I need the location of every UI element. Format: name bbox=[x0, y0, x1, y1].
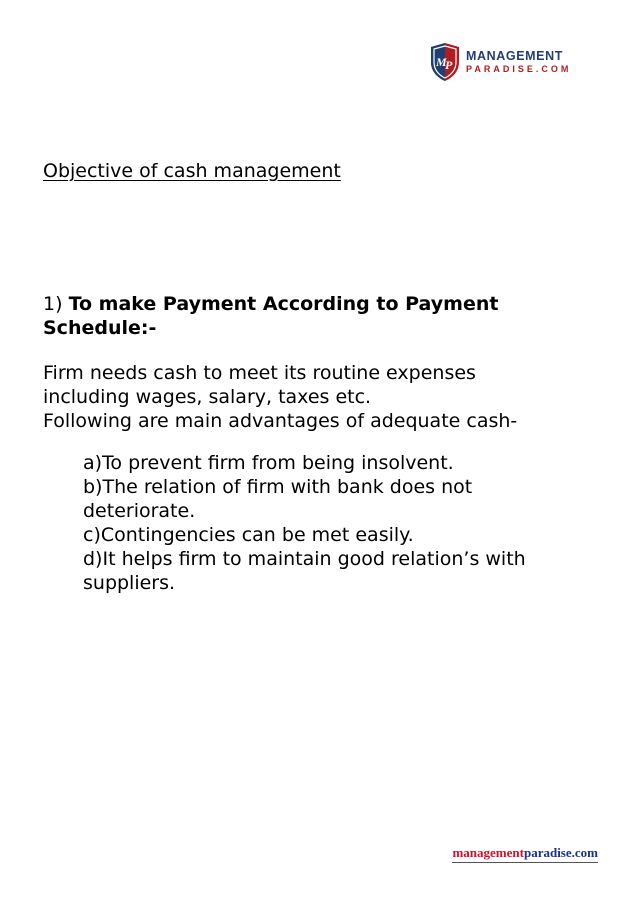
list-item: d)It helps firm to maintain good relation’s with bbox=[83, 548, 526, 570]
footer-site-link[interactable] bbox=[452, 845, 598, 863]
section-number: 1) bbox=[43, 293, 63, 315]
logo-line-2: PARADISE.COM bbox=[466, 63, 572, 74]
section-heading-text: To make Payment According to Payment Schedule:- bbox=[43, 293, 499, 339]
section-body bbox=[43, 361, 603, 433]
shield-logo-icon bbox=[429, 42, 461, 82]
page-title: Objective of cash management bbox=[43, 160, 341, 182]
svg-text:M: M bbox=[436, 55, 447, 69]
footer-link-part2: paradise.com bbox=[523, 845, 598, 860]
body-line: including wages, salary, taxes etc. bbox=[43, 386, 372, 408]
site-logo bbox=[429, 42, 571, 82]
section-heading bbox=[43, 292, 603, 340]
logo-line-1: MANAGEMENT bbox=[466, 49, 563, 64]
list-item: c)Contingencies can be met easily. bbox=[83, 524, 414, 546]
list-item: b)The relation of firm with bank does not bbox=[83, 476, 473, 498]
list-item: deteriorate. bbox=[83, 500, 196, 522]
svg-text:P: P bbox=[445, 58, 453, 72]
section-1 bbox=[43, 292, 603, 595]
advantages-list bbox=[83, 451, 603, 595]
footer-link-part1: management bbox=[452, 845, 524, 860]
body-line: Firm needs cash to meet its routine expenses bbox=[43, 362, 476, 384]
list-item: suppliers. bbox=[83, 572, 176, 594]
body-line: Following are main advantages of adequate cash- bbox=[43, 410, 518, 432]
list-item: a)To prevent firm from being insolvent. bbox=[83, 452, 454, 474]
